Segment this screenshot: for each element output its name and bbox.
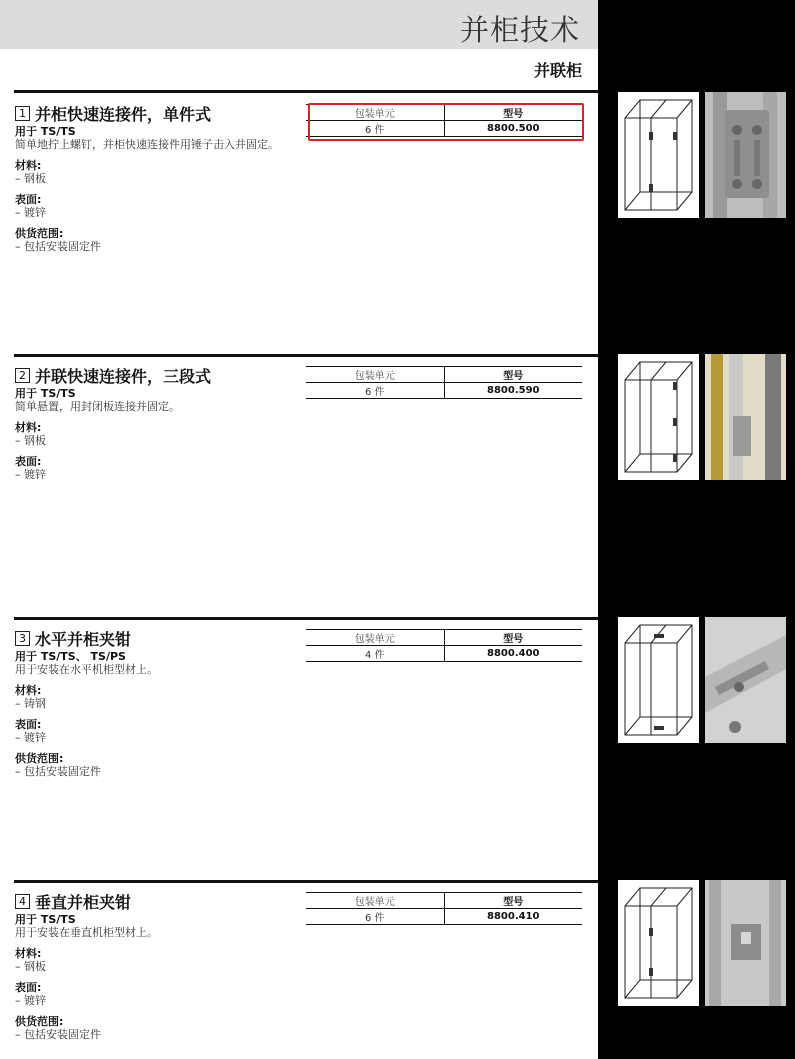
material-label: 材料: xyxy=(15,684,42,697)
description-block xyxy=(15,913,295,1041)
model-header: 型号 xyxy=(444,367,582,383)
pack-header: 包装单元 xyxy=(306,367,444,383)
surface-value: – 镀锌 xyxy=(15,994,46,1007)
material-value: – 钢板 xyxy=(15,434,46,447)
material-value: – 铸钢 xyxy=(15,697,46,710)
surface-label: 表面: xyxy=(15,193,42,206)
description-block xyxy=(15,650,295,778)
section-title-text: 并联快速连接件，三段式 xyxy=(35,367,212,386)
spec-table xyxy=(306,629,582,662)
model-number[interactable]: 8800.590 xyxy=(444,383,582,399)
cabinet-diagram xyxy=(618,92,699,218)
material-label: 材料: xyxy=(15,421,42,434)
supply-label: 供货范围: xyxy=(15,227,64,240)
model-header: 型号 xyxy=(444,630,582,646)
cabinet-diagram xyxy=(618,354,699,480)
product-photo xyxy=(705,354,786,480)
description: 简单悬置，用封闭板连接并固定。 xyxy=(15,400,180,413)
pack-header: 包装单元 xyxy=(306,630,444,646)
surface-value: – 镀锌 xyxy=(15,468,46,481)
pack-header: 包装单元 xyxy=(306,105,444,121)
supply-value: – 包括安装固定件 xyxy=(15,1028,101,1041)
divider xyxy=(14,354,598,357)
divider xyxy=(14,617,598,620)
material-value: – 钢板 xyxy=(15,172,46,185)
pack-value: 4 件 xyxy=(306,646,444,662)
divider xyxy=(14,880,598,883)
section-title-text: 水平并柜夹钳 xyxy=(35,630,132,649)
surface-value: – 镀锌 xyxy=(15,206,46,219)
supply-value: – 包括安装固定件 xyxy=(15,765,101,778)
product-photo xyxy=(705,880,786,1006)
applicability: 用于 TS/TS xyxy=(15,387,76,400)
cabinet-diagram xyxy=(618,617,699,743)
section-title-text: 垂直并柜夹钳 xyxy=(35,893,132,912)
model-number[interactable]: 8800.410 xyxy=(444,909,582,925)
pack-header: 包装单元 xyxy=(306,893,444,909)
spec-table xyxy=(306,892,582,925)
surface-label: 表面: xyxy=(15,981,42,994)
description: 用于安装在水平机柜型材上。 xyxy=(15,663,158,676)
page-title: 并柜技术 xyxy=(459,13,580,47)
material-label: 材料: xyxy=(15,947,42,960)
description-block xyxy=(15,387,295,481)
description-block xyxy=(15,125,295,253)
surface-label: 表面: xyxy=(15,718,42,731)
spec-table xyxy=(306,366,582,399)
section-title xyxy=(15,102,211,125)
section-number: 3 xyxy=(15,631,30,646)
product-photo xyxy=(705,92,786,218)
divider xyxy=(14,90,598,93)
section-title xyxy=(15,364,211,387)
header-bar xyxy=(0,0,598,49)
pack-value: 6 件 xyxy=(306,383,444,399)
material-value: – 钢板 xyxy=(15,960,46,973)
model-number[interactable]: 8800.500 xyxy=(444,121,582,137)
supply-label: 供货范围: xyxy=(15,1015,64,1028)
section-title xyxy=(15,627,131,650)
section-number: 1 xyxy=(15,106,30,121)
model-header: 型号 xyxy=(444,893,582,909)
description: 简单地拧上螺钉，并柜快速连接件用锤子击入并固定。 xyxy=(15,138,279,151)
page-subtitle: 并联柜 xyxy=(533,61,582,80)
model-number[interactable]: 8800.400 xyxy=(444,646,582,662)
model-header: 型号 xyxy=(444,105,582,121)
section-title-text: 并柜快速连接件，单件式 xyxy=(35,105,212,124)
surface-value: – 镀锌 xyxy=(15,731,46,744)
supply-label: 供货范围: xyxy=(15,752,64,765)
applicability: 用于 TS/TS xyxy=(15,913,76,926)
applicability: 用于 TS/TS、 TS/PS xyxy=(15,650,126,663)
applicability: 用于 TS/TS xyxy=(15,125,76,138)
pack-value: 6 件 xyxy=(306,909,444,925)
surface-label: 表面: xyxy=(15,455,42,468)
description: 用于安装在垂直机柜型材上。 xyxy=(15,926,158,939)
pack-value: 6 件 xyxy=(306,121,444,137)
section-title xyxy=(15,890,131,913)
highlight-box xyxy=(308,103,584,141)
section-number: 2 xyxy=(15,368,30,383)
material-label: 材料: xyxy=(15,159,42,172)
supply-value: – 包括安装固定件 xyxy=(15,240,101,253)
section-number: 4 xyxy=(15,894,30,909)
cabinet-diagram xyxy=(618,880,699,1006)
product-photo xyxy=(705,617,786,743)
